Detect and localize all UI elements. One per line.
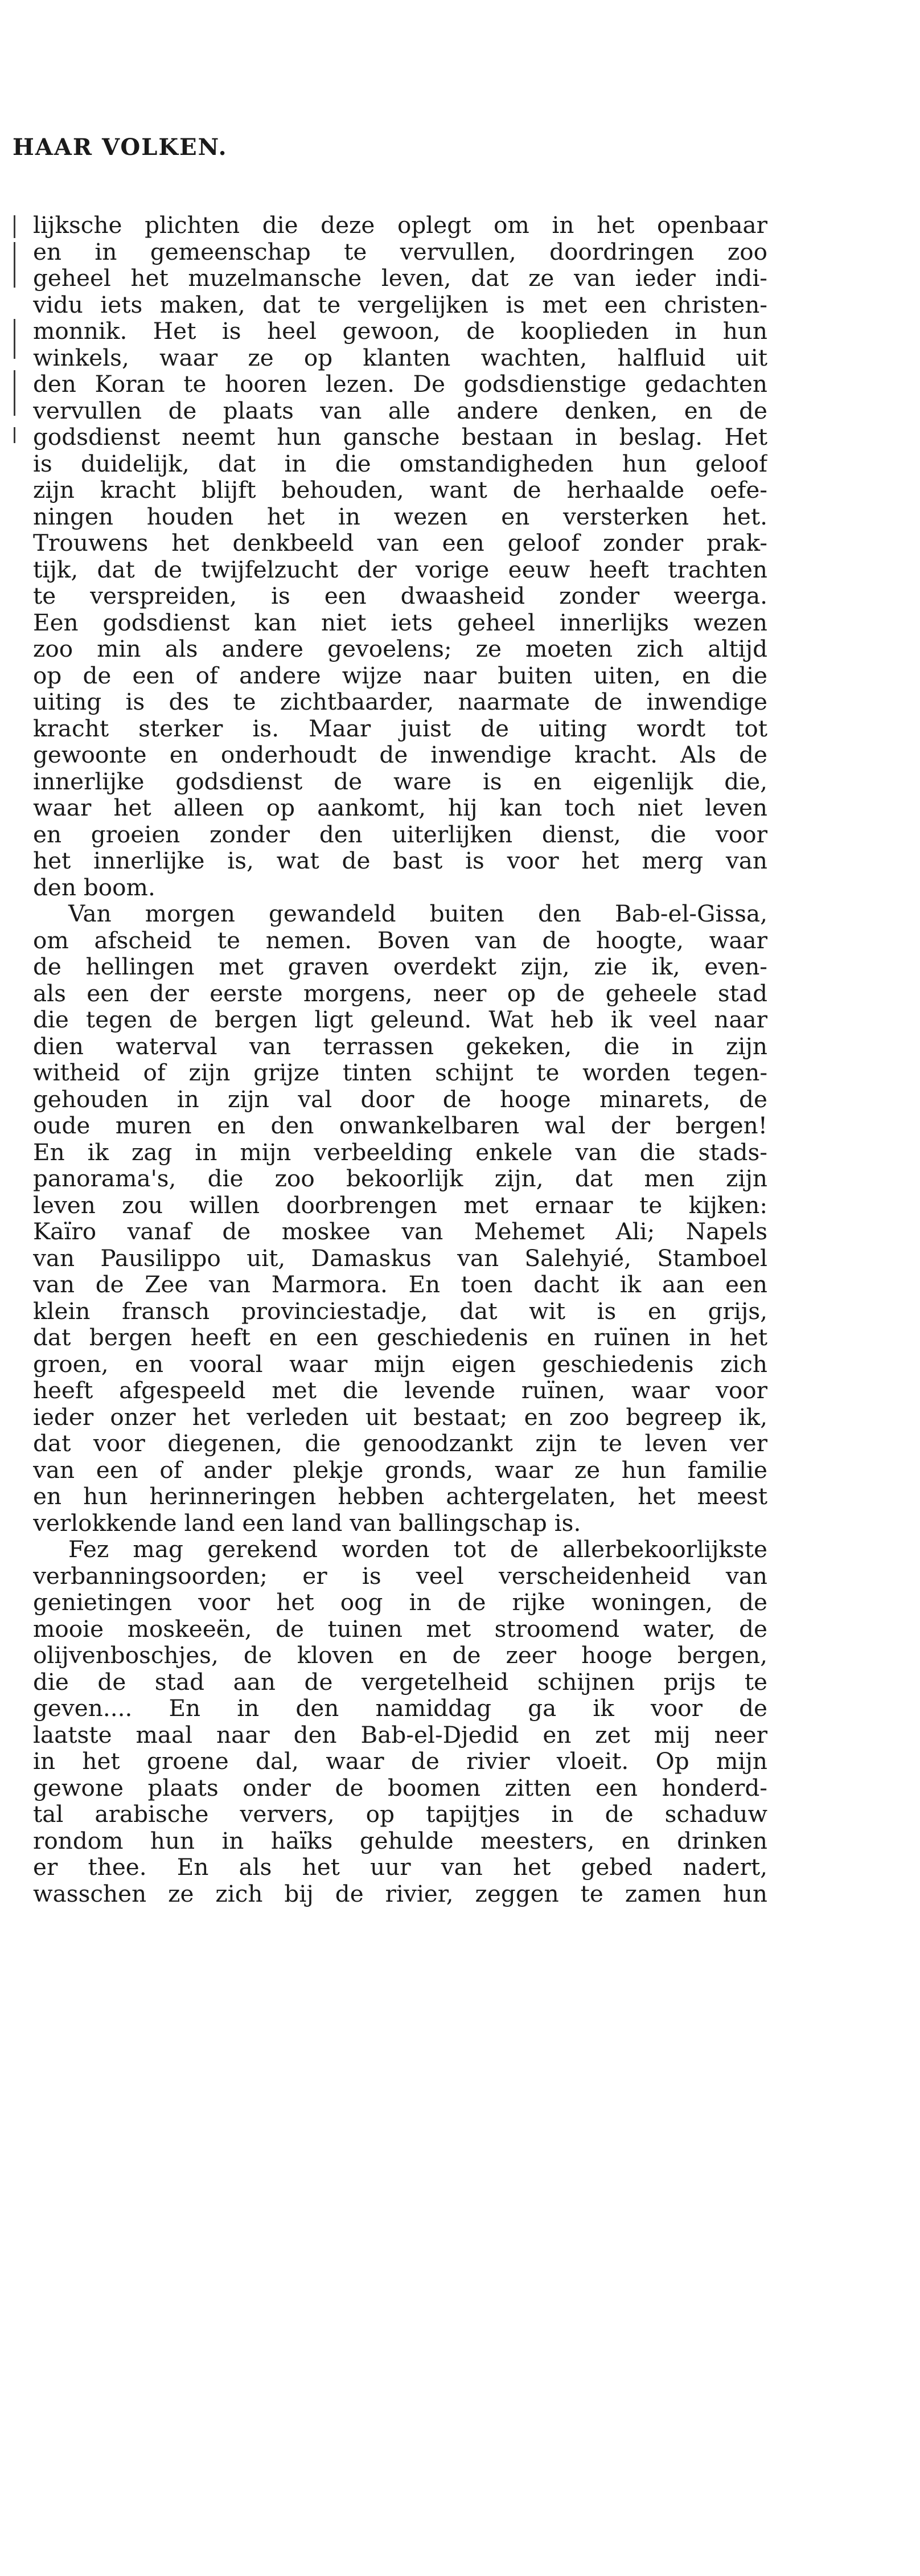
text-line: olijvenboschjes, de kloven en de zeer hooge bergen, <box>33 1642 767 1669</box>
text-line: de hellingen met graven overdekt zijn, zie ik, even- <box>33 953 767 980</box>
margin-line-mark <box>14 215 15 238</box>
text-line: dat voor diegenen, die genoodzankt zijn te leven ver <box>33 1430 767 1457</box>
margin-line-mark <box>14 319 15 359</box>
text-line: den Koran te hooren lezen. De godsdienstige gedachten <box>33 371 767 398</box>
text-line: die tegen de bergen ligt geleund. Wat heb ik veel naar <box>33 1006 767 1033</box>
text-line: vidu iets maken, dat te vergelijken is met een christen- <box>33 291 767 318</box>
text-line: er thee. En als het uur van het gebed nadert, <box>33 1854 767 1881</box>
text-line: leven zou willen doorbrengen met ernaar te kijken: <box>33 1191 767 1218</box>
text-line: geheel het muzelmansche leven, dat ze van ieder indi- <box>33 265 767 292</box>
margin-line-mark <box>14 427 15 443</box>
text-line: laatste maal naar den Bab-el-Djedid en zet mij neer <box>33 1721 767 1748</box>
text-line: Trouwens het denkbeeld van een geloof zonder prak- <box>33 530 767 556</box>
text-line: van de Zee van Marmora. En toen dacht ik aan een <box>33 1271 767 1298</box>
text-line: innerlijke godsdienst de ware is en eigenlijk die, <box>33 768 767 794</box>
text-line: ningen houden het in wezen en versterken het. <box>33 503 767 530</box>
text-line: op de een of andere wijze naar buiten uiten, en die <box>33 662 767 689</box>
text-line: uiting is des te zichtbaarder, naarmate de inwendige <box>33 689 767 715</box>
text-line: dat bergen heeft en een geschiedenis en ruïnen in het <box>33 1324 767 1351</box>
text-line: tijk, dat de twijfelzucht der vorige eeuw heeft trachten <box>33 556 767 583</box>
text-line: vervullen de plaats van alle andere denken, en de <box>33 397 767 424</box>
margin-line-mark <box>14 370 15 416</box>
text-line: heeft afgespeeld met die levende ruïnen, waar voor <box>33 1377 767 1404</box>
text-line: monnik. Het is heel gewoon, de kooplieden in hun <box>33 318 767 345</box>
text-line: ieder onzer het verleden uit bestaat; en zoo begreep ik, <box>33 1403 767 1430</box>
text-line: witheid of zijn grijze tinten schijnt te worden tegen- <box>33 1059 767 1086</box>
text-line: rondom hun in haïks gehulde meesters, en drinken <box>33 1827 767 1854</box>
text-line: gehouden in zijn val door de hooge minarets, de <box>33 1086 767 1112</box>
text-line: gewoonte en onderhoudt de inwendige kracht. Als de <box>33 742 767 768</box>
text-line: om afscheid te nemen. Boven van de hoogte, waar <box>33 927 767 953</box>
text-line: godsdienst neemt hun gansche bestaan in beslag. Het <box>33 424 767 451</box>
text-line: verlokkende land een land van ballingschap is. <box>33 1509 581 1536</box>
text-line: in het groene dal, waar de rivier vloeit. Op mijn <box>33 1748 767 1775</box>
text-line: Kaïro vanaf de moskee van Mehemet Ali; Napels <box>33 1218 767 1245</box>
text-line: kracht sterker is. Maar juist de uiting wordt tot <box>33 715 767 742</box>
text-line: geven.... En in den namiddag ga ik voor de <box>33 1695 767 1722</box>
text-line: mooie moskeeën, de tuinen met stroomend water, de <box>33 1615 767 1642</box>
paragraph <box>33 900 767 1536</box>
body-text <box>33 212 767 1907</box>
text-line: lijksche plichten die deze oplegt om in het openbaar <box>33 212 767 239</box>
text-line: en hun herinneringen hebben achtergelaten, het meest <box>33 1483 767 1510</box>
text-line: van een of ander plekje gronds, waar ze hun familie <box>33 1456 767 1483</box>
text-line: Een godsdienst kan niet iets geheel innerlijks wezen <box>33 609 767 636</box>
text-line: En ik zag in mijn verbeelding enkele van die stads- <box>33 1138 767 1165</box>
text-line: Van morgen gewandeld buiten den Bab-el-Gissa, <box>68 900 767 927</box>
text-line: oude muren en den onwankelbaren wal der bergen! <box>33 1112 767 1139</box>
text-line: zoo min als andere gevoelens; ze moeten zich altijd <box>33 636 767 662</box>
text-line: waar het alleen op aankomt, hij kan toch niet leven <box>33 794 767 821</box>
text-line: dien waterval van terrassen gekeken, die in zijn <box>33 1033 767 1059</box>
text-line: en in gemeenschap te vervullen, doordringen zoo <box>33 238 767 265</box>
running-head: HAAR VOLKEN. <box>13 134 228 161</box>
text-line: het innerlijke is, wat de bast is voor het merg van <box>33 847 767 874</box>
text-line: winkels, waar ze op klanten wachten, halfluid uit <box>33 344 767 371</box>
text-line: en groeien zonder den uiterlijken dienst, die voor <box>33 821 767 847</box>
text-line: genietingen voor het oog in de rijke woningen, de <box>33 1589 767 1616</box>
text-line: verbanningsoorden; er is veel verscheidenheid van <box>33 1562 767 1589</box>
text-line: den boom. <box>33 874 155 900</box>
text-line: Fez mag gerekend worden tot de allerbekoorlijkste <box>68 1536 767 1563</box>
text-line: groen, en vooral waar mijn eigen geschiedenis zich <box>33 1350 767 1377</box>
paragraph <box>33 1536 767 1907</box>
text-line: die de stad aan de vergetelheid schijnen prijs te <box>33 1668 767 1695</box>
text-line: wasschen ze zich bij de rivier, zeggen te zamen hun <box>33 1880 767 1907</box>
text-line: te verspreiden, is een dwaasheid zonder weerga. <box>33 583 767 609</box>
text-line: van Pausilippo uit, Damaskus van Salehyié, Stamboel <box>33 1244 767 1271</box>
text-line: panorama's, die zoo bekoorlijk zijn, dat men zijn <box>33 1165 767 1192</box>
text-line: zijn kracht blijft behouden, want de herhaalde oefe- <box>33 477 767 503</box>
margin-line-mark <box>14 242 15 288</box>
paragraph <box>33 212 767 900</box>
text-line: als een der eerste morgens, neer op de geheele stad <box>33 980 767 1006</box>
text-line: is duidelijk, dat in die omstandigheden hun geloof <box>33 450 767 477</box>
text-line: tal arabische ververs, op tapijtjes in de schaduw <box>33 1801 767 1828</box>
text-line: gewone plaats onder de boomen zitten een honderd- <box>33 1774 767 1801</box>
text-line: klein fransch provinciestadje, dat wit is en grijs, <box>33 1297 767 1324</box>
